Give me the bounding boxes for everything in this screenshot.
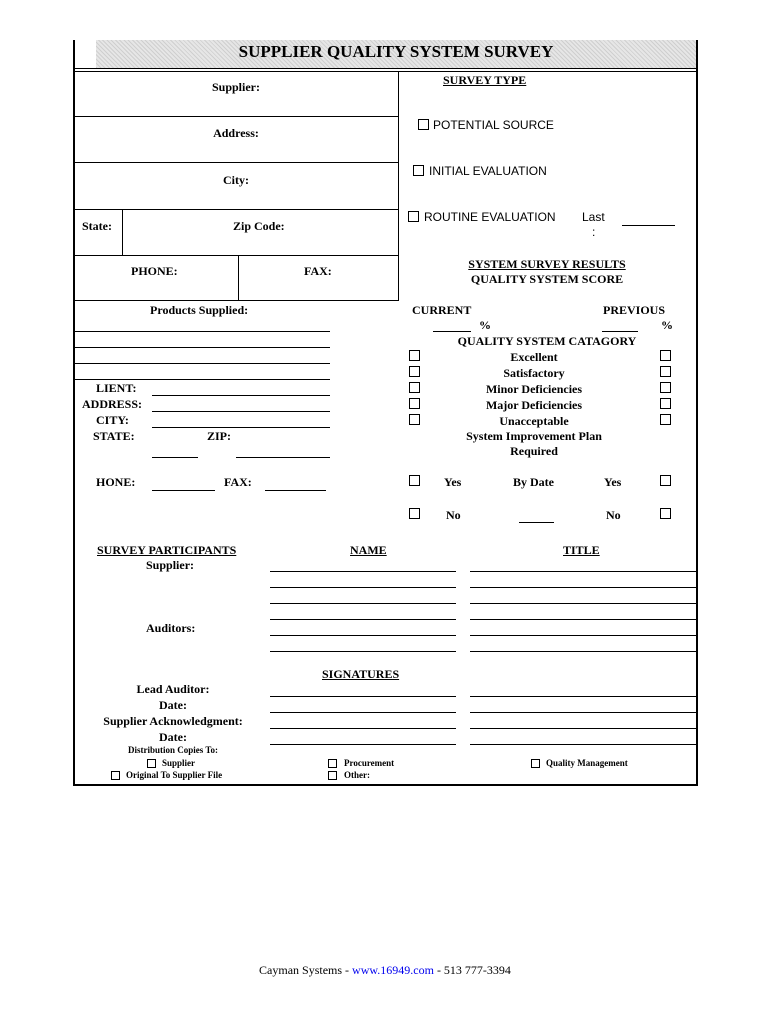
previous-unacceptable-checkbox[interactable] [660, 414, 671, 425]
row-line-5 [73, 300, 399, 301]
results-heading: SYSTEM SURVEY RESULTS [468, 257, 626, 271]
sig-title-line-2[interactable] [470, 712, 696, 713]
category-major-deficiencies: Major Deficiencies [485, 398, 583, 412]
current-label: CURRENT [412, 303, 472, 317]
name-line-5[interactable] [270, 635, 456, 636]
previous-percent: % [661, 318, 673, 332]
row-line-1 [73, 116, 399, 117]
products-line-4[interactable] [73, 379, 330, 380]
title-line-2[interactable] [470, 587, 696, 588]
auditors-label: Auditors: [146, 621, 196, 635]
footer-company: Cayman Systems - [259, 963, 353, 977]
sip-label-line1: System Improvement Plan [466, 429, 602, 443]
participants-heading: SURVEY PARTICIPANTS [97, 543, 237, 557]
client-city-label: CITY: [96, 413, 129, 427]
previous-score-line[interactable] [602, 331, 638, 332]
date-label-1: Date: [159, 698, 187, 712]
potential-source-checkbox[interactable] [418, 119, 429, 130]
sig-name-line-2[interactable] [270, 712, 456, 713]
last-colon: : [592, 225, 596, 239]
state-label: State: [82, 219, 112, 233]
city-label: City: [223, 173, 249, 187]
title-line-4[interactable] [470, 619, 696, 620]
frame-top-2 [73, 71, 697, 72]
dist-supplier-checkbox[interactable] [147, 759, 156, 768]
distribution-heading: Distribution Copies To: [127, 745, 219, 755]
dist-procurement-checkbox[interactable] [328, 759, 337, 768]
category-excellent: Excellent [510, 350, 558, 364]
category-heading: QUALITY SYSTEM CATAGORY [457, 334, 637, 348]
previous-major-checkbox[interactable] [660, 398, 671, 409]
title-line-1[interactable] [470, 571, 696, 572]
footer-phone: - 513 777-3394 [433, 963, 511, 977]
current-score-line[interactable] [433, 331, 471, 332]
current-sip-no-checkbox[interactable] [409, 508, 420, 519]
current-yes-label: Yes [444, 475, 462, 489]
frame-bottom [73, 784, 698, 786]
by-date-label: By Date [513, 475, 554, 489]
title-line-3[interactable] [470, 603, 696, 604]
initial-evaluation-label: INITIAL EVALUATION [429, 164, 547, 178]
form-title: SUPPLIER QUALITY SYSTEM SURVEY [238, 42, 554, 61]
current-sip-yes-checkbox[interactable] [409, 475, 420, 486]
frame-right [696, 40, 698, 785]
name-line-3[interactable] [270, 603, 456, 604]
current-major-checkbox[interactable] [409, 398, 420, 409]
dist-quality-management-checkbox[interactable] [531, 759, 540, 768]
frame-left [73, 40, 75, 785]
name-line-4[interactable] [270, 619, 456, 620]
state-divider [122, 209, 123, 255]
lead-auditor-label: Lead Auditor: [136, 682, 210, 696]
previous-label: PREVIOUS [603, 303, 666, 317]
address-label: Address: [213, 126, 259, 140]
category-minor-deficiencies: Minor Deficiencies [485, 382, 583, 396]
quality-score-heading: QUALITY SYSTEM SCORE [470, 272, 624, 286]
routine-evaluation-checkbox[interactable] [408, 211, 419, 222]
supplier-label: Supplier: [211, 80, 260, 94]
dist-quality-management-label: Quality Management [546, 758, 628, 768]
row-line-2 [73, 162, 399, 163]
sip-label-line2: Required [510, 444, 558, 458]
survey-type-heading: SURVEY TYPE [443, 73, 527, 87]
current-minor-checkbox[interactable] [409, 382, 420, 393]
sig-title-line-4[interactable] [470, 744, 696, 745]
current-no-label: No [446, 508, 461, 522]
products-line-3[interactable] [73, 363, 330, 364]
initial-evaluation-checkbox[interactable] [413, 165, 424, 176]
sig-name-line-4[interactable] [270, 744, 456, 745]
signatures-heading: SIGNATURES [322, 667, 400, 681]
products-line-1[interactable] [73, 331, 330, 332]
products-supplied-label: Products Supplied: [150, 303, 249, 317]
client-state-line[interactable] [152, 457, 198, 458]
dist-other-label: Other: [344, 770, 370, 780]
client-label: LIENT: [96, 381, 137, 395]
current-satisfactory-checkbox[interactable] [409, 366, 420, 377]
supplier-ack-label: Supplier Acknowledgment: [103, 714, 243, 728]
row-line-4 [73, 255, 399, 256]
current-percent: % [479, 318, 491, 332]
category-satisfactory: Satisfactory [503, 366, 565, 380]
title-line-5[interactable] [470, 635, 696, 636]
previous-satisfactory-checkbox[interactable] [660, 366, 671, 377]
footer [0, 963, 770, 978]
frame-top [73, 68, 697, 69]
title-line-6[interactable] [470, 651, 696, 652]
name-line-6[interactable] [270, 651, 456, 652]
footer-link[interactable]: www.16949.com [352, 963, 434, 977]
dist-other-checkbox[interactable] [328, 771, 337, 780]
client-phone-label: HONE: [96, 475, 136, 489]
client-city-line[interactable] [152, 427, 330, 428]
category-unacceptable: Unacceptable [499, 414, 569, 428]
previous-minor-checkbox[interactable] [660, 382, 671, 393]
sig-name-line-1[interactable] [270, 696, 456, 697]
client-phone-line[interactable] [152, 490, 215, 491]
routine-evaluation-label: ROUTINE EVALUATION [424, 210, 556, 224]
fax-label: FAX: [304, 264, 332, 278]
sig-name-line-3[interactable] [270, 728, 456, 729]
client-zip-line[interactable] [236, 457, 330, 458]
dist-original-checkbox[interactable] [111, 771, 120, 780]
last-label: Last [582, 210, 605, 224]
client-state-label: STATE: [93, 429, 135, 443]
previous-no-label: No [606, 508, 621, 522]
current-unacceptable-checkbox[interactable] [409, 414, 420, 425]
potential-source-label: POTENTIAL SOURCE [433, 118, 554, 132]
name-line-1[interactable] [270, 571, 456, 572]
name-line-2[interactable] [270, 587, 456, 588]
sig-title-line-1[interactable] [470, 696, 696, 697]
name-heading: NAME [350, 543, 387, 557]
title-heading: TITLE [563, 543, 600, 557]
sig-title-line-3[interactable] [470, 728, 696, 729]
client-address-label: ADDRESS: [82, 397, 143, 411]
previous-sip-no-checkbox[interactable] [660, 508, 671, 519]
previous-yes-label: Yes [604, 475, 622, 489]
current-excellent-checkbox[interactable] [409, 350, 420, 361]
last-date-line[interactable] [622, 225, 675, 226]
client-line[interactable] [152, 395, 330, 396]
client-address-line[interactable] [152, 411, 330, 412]
previous-sip-yes-checkbox[interactable] [660, 475, 671, 486]
date-label-2: Date: [159, 730, 187, 744]
phone-divider [238, 255, 239, 300]
dist-supplier-label: Supplier [162, 758, 196, 768]
phone-label: PHONE: [131, 264, 178, 278]
participants-supplier-label: Supplier: [146, 558, 195, 572]
products-line-2[interactable] [73, 347, 330, 348]
client-fax-label: FAX: [224, 475, 252, 489]
dist-procurement-label: Procurement [344, 758, 395, 768]
client-zip-label: ZIP: [207, 429, 231, 443]
previous-excellent-checkbox[interactable] [660, 350, 671, 361]
by-date-line[interactable] [519, 522, 554, 523]
dist-original-label: Original To Supplier File [126, 770, 223, 780]
client-fax-line[interactable] [265, 490, 326, 491]
zip-code-label: Zip Code: [233, 219, 285, 233]
